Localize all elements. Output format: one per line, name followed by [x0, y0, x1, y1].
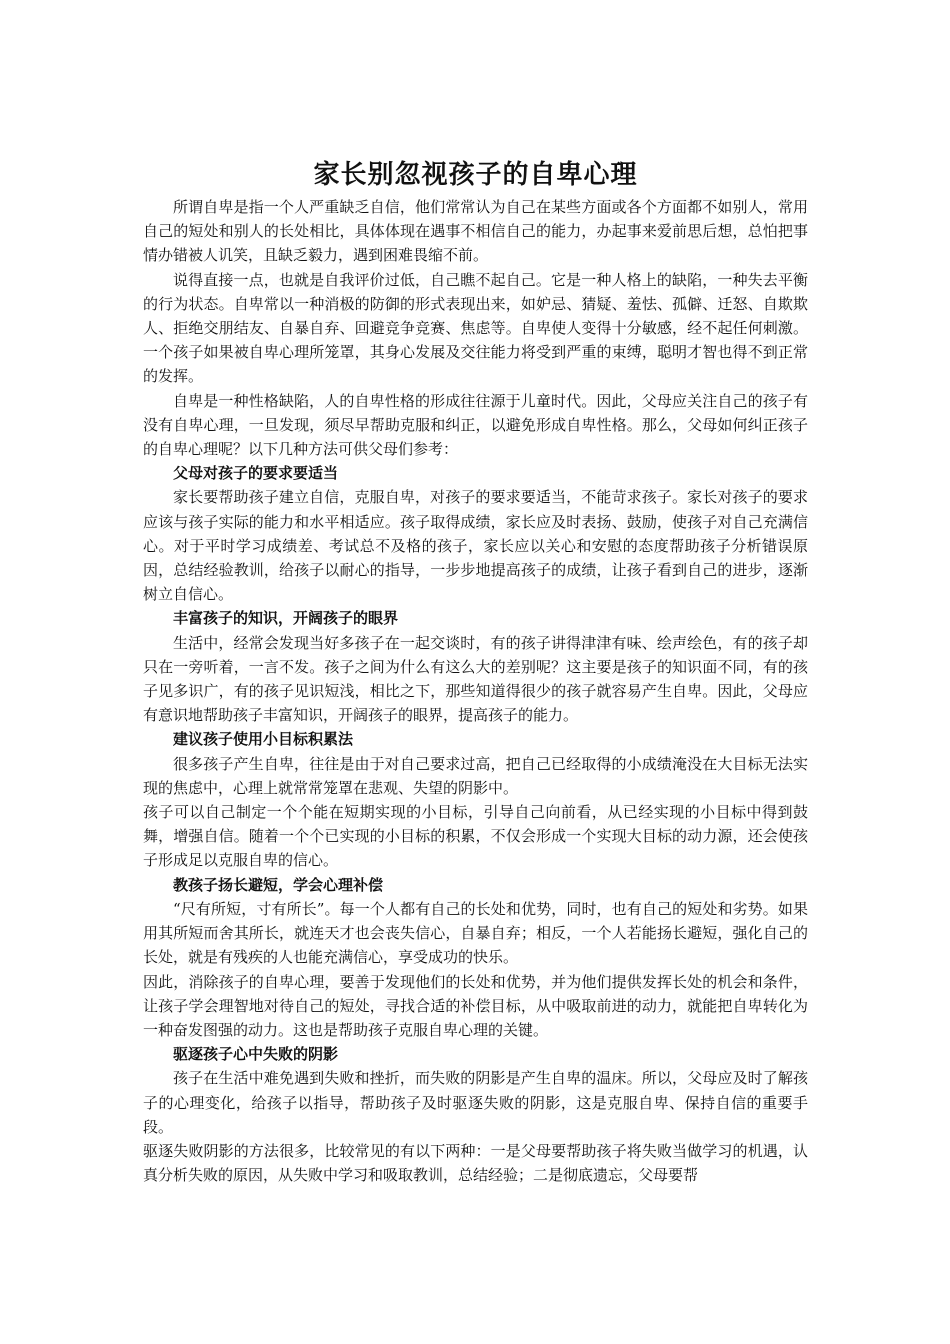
- body-paragraph: 自卑是一种性格缺陷，人的自卑性格的形成往往源于儿童时代。因此，父母应关注自己的孩子有没有自卑心理，一旦发现，须尽早帮助克服和纠正，以避免形成自卑性格。那么，父母如何纠正孩子的自卑心理呢？以下几种方法可供父母们参考：: [143, 391, 808, 459]
- body-paragraph: 所谓自卑是指一个人严重缺乏自信，他们常常认为自己在某些方面或各个方面都不如别人，常用自己的短处和别人的长处相比，具体体现在遇事不相信自己的能力，办起事来爱前思后想，总怕把事情办错被人讥笑，且缺乏毅力，遇到困难畏缩不前。: [143, 198, 808, 265]
- section-heading: 教孩子扬长避短，学会心理补偿: [173, 875, 384, 894]
- body-paragraph: 家长要帮助孩子建立自信，克服自卑，对孩子的要求要适当，不能苛求孩子。家长对孩子的要求应该与孩子实际的能力和水平相适应。孩子取得成绩，家长应及时表扬、鼓励，使孩子对自己充满信心。对于平时学习成绩差、考试总不及格的孩子，家长应以关心和安慰的态度帮助孩子分析错误原因，总结经验教训，给孩子以耐心的指导，一步步地提高孩子的成绩，让孩子看到自己的进步，逐渐树立自信心。: [143, 488, 808, 604]
- body-paragraph: 驱逐失败阴影的方法很多，比较常见的有以下两种：一是父母要帮助孩子将失败当做学习的机遇，认真分析失败的原因，从失败中学习和吸取教训，总结经验；二是彻底遗忘，父母要帮: [143, 1141, 808, 1185]
- body-paragraph: “尺有所短，寸有所长”。每一个人都有自己的长处和优势，同时，也有自己的短处和劣势。如果用其所短而舍其所长，就连天才也会丧失信心，自暴自弃；相反，一个人若能扬长避短，强化自己的长处，就是有残疾的人也能充满信心，享受成功的快乐。: [143, 899, 808, 967]
- body-paragraph: 说得直接一点，也就是自我评价过低，自己瞧不起自己。它是一种人格上的缺陷，一种失去平衡的行为状态。自卑常以一种消极的防御的形式表现出来，如妒忌、猜疑、羞怯、孤僻、迁怒、自欺欺人、拒绝交朋结友、自暴自弃、回避竞争竞赛、焦虑等。自卑使人变得十分敏感，经不起任何刺激。一个孩子如果被自卑心理所笼罩，其身心发展及交往能力将受到严重的束缚，聪明才智也得不到正常的发挥。: [143, 270, 808, 386]
- section-heading: 建议孩子使用小目标积累法: [173, 730, 354, 749]
- body-paragraph: 孩子在生活中难免遇到失败和挫折，而失败的阴影是产生自卑的温床。所以，父母应及时了解孩子的心理变化，给孩子以指导，帮助孩子及时驱逐失败的阴影，这是克服自卑、保持自信的重要手段。: [143, 1069, 808, 1136]
- document-blocks: [143, 195, 808, 1187]
- document-body: [143, 155, 808, 1187]
- body-paragraph: 孩子可以自己制定一个个能在短期实现的小目标，引导自己向前看，从已经实现的小目标中得到鼓舞，增强自信。随着一个个已实现的小目标的积累，不仅会形成一个实现大目标的动力源，还会使孩子形成足以克服自卑的信心。: [143, 803, 808, 870]
- section-heading: 丰富孩子的知识，开阔孩子的眼界: [173, 609, 399, 628]
- document-title: 家长别忽视孩子的自卑心理: [313, 160, 638, 190]
- section-heading: 父母对孩子的要求要适当: [173, 464, 339, 483]
- body-paragraph: 生活中，经常会发现当好多孩子在一起交谈时，有的孩子讲得津津有味、绘声绘色，有的孩子却只在一旁听着，一言不发。孩子之间为什么有这么大的差别呢？这主要是孩子的知识面不同，有的孩子见多识广，有的孩子见识短浅，相比之下，那些知道得很少的孩子就容易产生自卑。因此，父母应有意识地帮助孩子丰富知识，开阔孩子的眼界，提高孩子的能力。: [143, 633, 808, 725]
- section-heading: 驱逐孩子心中失败的阴影: [173, 1045, 339, 1064]
- body-paragraph: 很多孩子产生自卑，往往是由于对自己要求过高，把自己已经取得的小成绩淹没在大目标无法实现的焦虑中，心理上就常常笼罩在悲观、失望的阴影中。: [143, 754, 808, 797]
- body-paragraph: 因此，消除孩子的自卑心理，要善于发现他们的长处和优势，并为他们提供发挥长处的机会和条件，让孩子学会理智地对待自己的短处，寻找合适的补偿目标，从中吸取前进的动力，就能把自卑转化为一种奋发图强的动力。这也是帮助孩子克服自卑心理的关键。: [143, 972, 808, 1039]
